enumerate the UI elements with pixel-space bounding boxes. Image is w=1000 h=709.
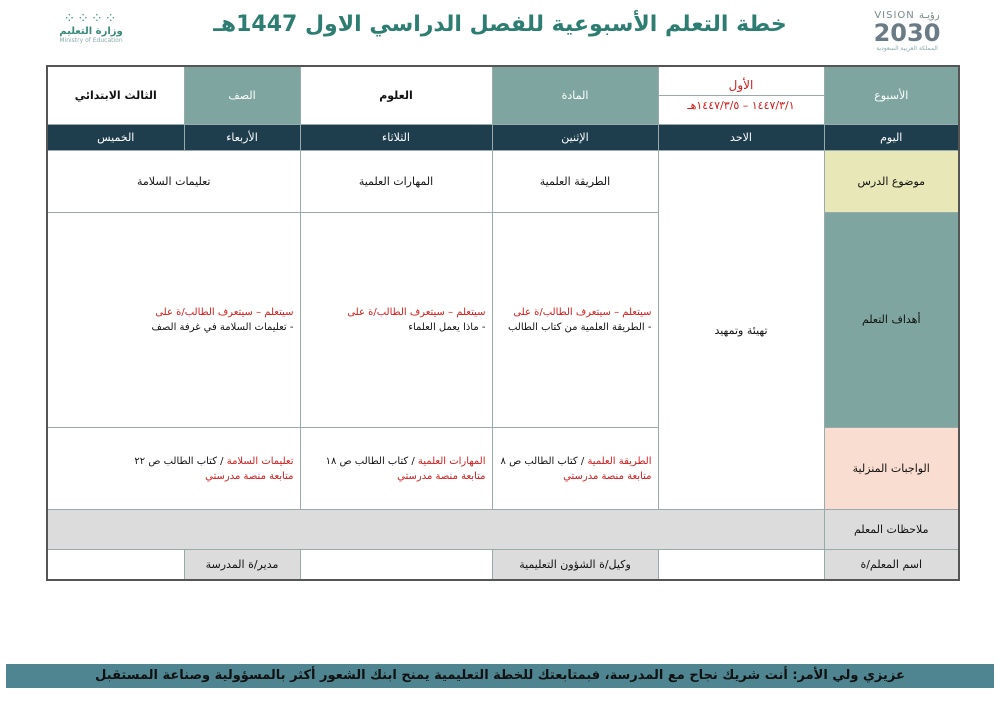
day-monday: الإثنين bbox=[492, 124, 658, 150]
deputy-name-field[interactable] bbox=[300, 550, 492, 580]
monday-hw-platform: متابعة منصة مدرستي bbox=[563, 470, 652, 482]
week-cell bbox=[658, 66, 824, 124]
week-value: الأول bbox=[659, 75, 824, 96]
notes-field[interactable] bbox=[47, 510, 824, 550]
wed-thu-topic: تعليمات السلامة bbox=[47, 150, 300, 212]
tuesday-hw-lesson: المهارات العلمية bbox=[417, 455, 486, 467]
day-tuesday: الثلاثاء bbox=[300, 124, 492, 150]
day-sunday: الاحد bbox=[658, 124, 824, 150]
parent-message-banner: عزيزي ولي الأمر: أنت شريك نجاح مع المدرسة، فبمتابعتك للخطة التعليمية يمنح ابنك الشعور أكثر بالمسؤولية وصناعة المستقبل bbox=[6, 664, 994, 688]
topic-row bbox=[47, 150, 959, 212]
ministry-dots-icon: ⁘⁘⁘⁘ bbox=[63, 11, 119, 27]
tuesday-goal-intro: سيتعلم – سيتعرف الطالب/ة على bbox=[347, 306, 486, 318]
page-title: خطة التعلم الأسبوعية للفصل الدراسي الاول 1447هـ bbox=[213, 12, 787, 37]
signature-row bbox=[47, 550, 959, 580]
day-label: اليوم bbox=[824, 124, 959, 150]
ministry-logo bbox=[46, 12, 136, 56]
goals-label: أهداف التعلم bbox=[824, 213, 959, 428]
tuesday-goal-text: - ماذا يعمل العلماء bbox=[408, 321, 486, 333]
monday-goal-intro: سيتعلم – سيتعرف الطالب/ة على bbox=[513, 306, 652, 318]
wed-thu-homework bbox=[47, 427, 300, 509]
monday-hw-lesson: الطريقة العلمية bbox=[587, 455, 652, 467]
wed-thu-hw-lesson: تعليمات السلامة bbox=[226, 455, 294, 467]
class-value: الثالث الابتدائي bbox=[47, 66, 184, 124]
topic-label: موضوع الدرس bbox=[824, 150, 959, 212]
principal-name-field[interactable] bbox=[47, 550, 184, 580]
wed-thu-goal-intro: سيتعلم – سيتعرف الطالب/ة على bbox=[155, 306, 294, 318]
vision-year: 2030 bbox=[873, 19, 941, 47]
vision-sub-text: المملكة العربية السعودية bbox=[876, 45, 938, 52]
ministry-name-en: Ministry of Education bbox=[59, 37, 123, 44]
notes-label: ملاحظات المعلم bbox=[824, 510, 959, 550]
tuesday-topic: المهارات العلمية bbox=[300, 150, 492, 212]
wed-thu-goals bbox=[47, 213, 300, 428]
monday-topic: الطريقة العلمية bbox=[492, 150, 658, 212]
monday-hw-text: / كتاب الطالب ص ٨ bbox=[500, 455, 588, 467]
tuesday-hw-text: / كتاب الطالب ص ١٨ bbox=[325, 455, 418, 467]
ministry-name-ar: وزارة التعليم bbox=[59, 26, 123, 37]
tuesday-goals bbox=[300, 213, 492, 428]
days-row bbox=[47, 124, 959, 150]
wed-thu-goal-text: - تعليمات السلامة في غرفة الصف bbox=[151, 321, 294, 333]
day-wednesday: الأربعاء bbox=[184, 124, 300, 150]
wed-thu-hw-platform: متابعة منصة مدرستي bbox=[205, 470, 294, 482]
day-thursday: الخميس bbox=[47, 124, 184, 150]
week-dates: ١٤٤٧/٣/١ – ١٤٤٧/٣/٥هـ bbox=[687, 99, 795, 113]
monday-homework bbox=[492, 427, 658, 509]
homework-label: الواجبات المنزلية bbox=[824, 427, 959, 509]
tuesday-hw-platform: متابعة منصة مدرستي bbox=[397, 470, 486, 482]
principal-label: مدير/ة المدرسة bbox=[184, 550, 300, 580]
sunday-merged-cell: تهيئة وتمهيد bbox=[658, 150, 824, 509]
info-row bbox=[47, 66, 959, 124]
vision-top-text: VISION رؤيـة bbox=[874, 10, 940, 21]
week-label: الأسبوع bbox=[824, 66, 959, 124]
wed-thu-hw-text: / كتاب الطالب ص ٢٢ bbox=[134, 455, 227, 467]
monday-goals bbox=[492, 213, 658, 428]
teacher-name-field[interactable] bbox=[658, 550, 824, 580]
subject-label: المادة bbox=[492, 66, 658, 124]
vision-2030-logo bbox=[862, 10, 952, 58]
subject-value: العلوم bbox=[300, 66, 492, 124]
monday-goal-text: - الطريقة العلمية من كتاب الطالب bbox=[507, 321, 652, 333]
deputy-label: وكيل/ة الشؤون التعليمية bbox=[492, 550, 658, 580]
notes-row bbox=[47, 510, 959, 550]
class-label: الصف bbox=[184, 66, 300, 124]
teacher-label: اسم المعلم/ة bbox=[824, 550, 959, 580]
weekly-plan-table bbox=[46, 65, 960, 581]
tuesday-homework bbox=[300, 427, 492, 509]
